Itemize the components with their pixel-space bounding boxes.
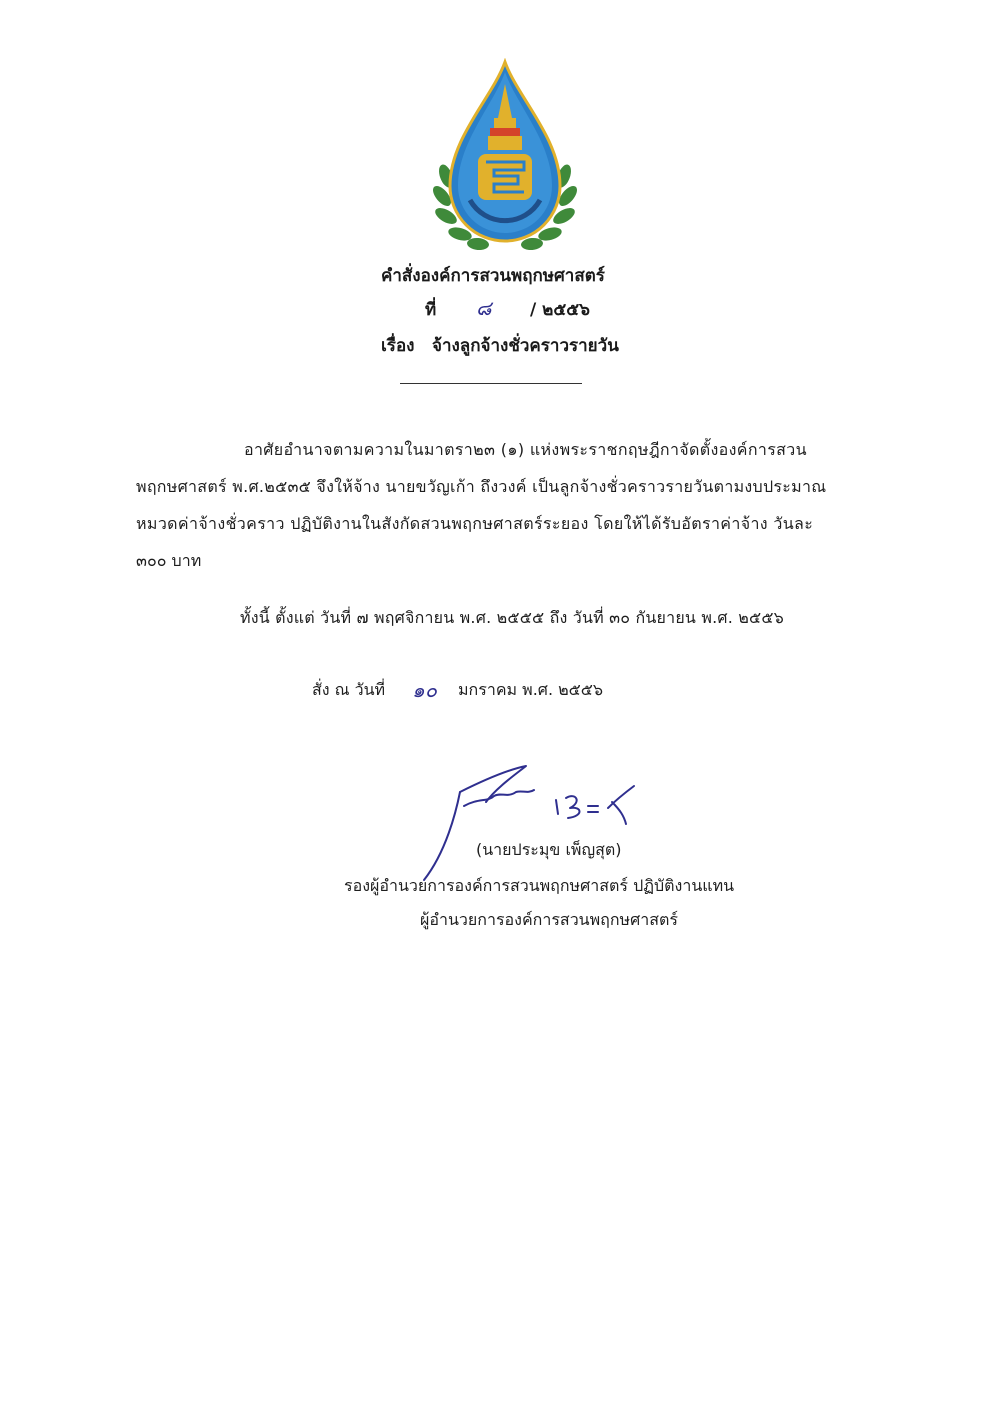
order-date-rest: มกราคม พ.ศ. ๒๕๕๖: [458, 680, 604, 699]
organization-logo-icon: [432, 58, 578, 254]
body-paragraph-line-2: พฤกษศาสตร์ พ.ศ.๒๕๓๕ จึงให้จ้าง นายขวัญเก้า ถึงวงค์ เป็นลูกจ้างชั่วคราวรายวันตามงบประมาณ: [136, 477, 827, 496]
header-divider: [400, 383, 582, 384]
order-date-prefix: สั่ง ณ วันที่: [312, 680, 386, 699]
body-paragraph-line-4: ๓๐๐ บาท: [136, 551, 202, 570]
effective-period: ทั้งนี้ ตั้งแต่ วันที่ ๗ พฤศจิกายน พ.ศ. ๒๕๕๕ ถึง วันที่ ๓๐ กันยายน พ.ศ. ๒๕๕๖: [240, 608, 784, 627]
signatory-position-line-1: รองผู้อำนวยการองค์การสวนพฤกษศาสตร์ ปฏิบัติงานแทน: [344, 876, 735, 895]
order-number-prefix: ที่: [425, 300, 437, 320]
order-date-day-handwritten: ๑๐: [412, 678, 437, 702]
order-number-handwritten: ๘: [476, 296, 492, 320]
order-number-suffix: / ๒๕๕๖: [530, 300, 590, 320]
subject-label: เรื่อง: [381, 336, 415, 356]
body-paragraph-line-3: หมวดค่าจ้างชั่วคราว ปฏิบัติงานในสังกัดสวนพฤกษศาสตร์ระยอง โดยให้ได้รับอัตราค่าจ้าง วันละ: [136, 514, 814, 533]
subject-text: จ้างลูกจ้างชั่วคราวรายวัน: [432, 336, 619, 356]
body-paragraph-line-1: อาศัยอำนาจตามความในมาตรา๒๓ (๑) แห่งพระราชกฤษฎีกาจัดตั้งองค์การสวน: [244, 440, 807, 459]
handwritten-signature-icon: [416, 762, 656, 882]
signatory-name: (นายประมุข เพ็ญสุต): [476, 840, 622, 859]
signatory-position-line-2: ผู้อำนวยการองค์การสวนพฤกษศาสตร์: [420, 910, 678, 929]
order-title: คำสั่งองค์การสวนพฤกษศาสตร์: [381, 266, 605, 286]
